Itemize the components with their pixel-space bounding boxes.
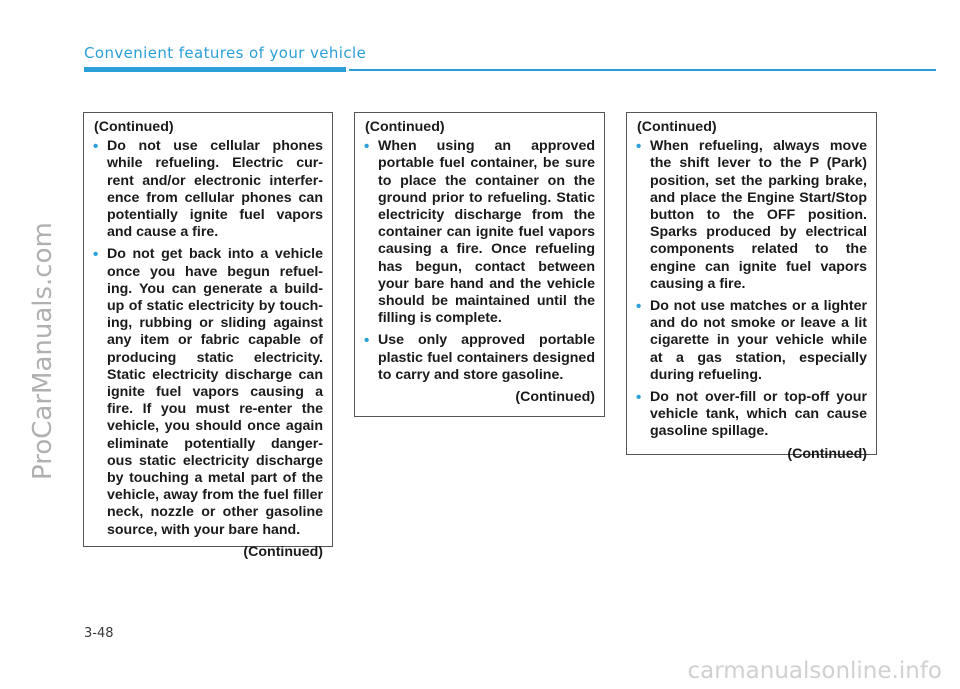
bullet-dot-icon: • [636,389,642,407]
warning-box-1 [83,112,333,560]
bullet-text: Do not over-fill or top-off your vehicle tank, which can cause gasoline spillage. [650,389,867,440]
bullet-text: Use only approved portable plastic fuel containers designed to carry and store gasoline. [378,332,595,383]
bullet-dot-icon: • [93,138,99,156]
bullet-text: When using an approved portable fuel container, be sure to place the container on the ground prior to refueling. Static electricity discharge from the container can ignite fuel vapors causing a fire. Once refueling has begun, contact between your bare hand and the vehicle should be maintained until the filling is complete. [378,138,595,327]
continued-label-bottom: (Continued) [787,445,867,462]
bullet-list [364,138,595,384]
warning-box-2 [354,112,605,417]
continued-label-bottom: (Continued) [515,389,595,406]
side-watermark-text: ProCarManuals.com [28,222,58,480]
bullet-item [93,138,323,241]
bullet-dot-icon: • [364,138,370,156]
section-title: Convenient features of your vehicle [84,44,367,62]
bullet-text: When refueling, always move the shift lever to the P (Park) position, set the parking brake, and place the Engine Start/Stop button to the OFF position. Sparks produced by electrical components related to the engine can ignite fuel vapors causing a fire. [650,138,867,292]
bottom-watermark: carmanualsonline.info [687,658,942,684]
bullet-item [636,138,867,293]
bullet-dot-icon: • [93,246,99,264]
page-number: 3-48 [84,626,114,641]
bullet-item [364,138,595,327]
continued-label-top: (Continued) [94,119,174,135]
page-header [84,44,936,74]
continued-label-top: (Continued) [637,119,717,135]
bullet-text: Do not get back into a vehicle once you have begun refuel-ing. You can generate a build-up of static electricity by touch-ing, rubbing or sliding against any item or fabric capable of producing static electricity. Static electricity discharge can ignite fuel vapors causing a fire. If you must re-enter the vehicle, you should once again eliminate potentially danger-ous static electricity discharge by touching a metal part of the vehicle, away from the fuel filler neck, nozzle or other gasoline source, with your bare hand. [107,246,323,538]
bullet-item [93,246,323,538]
continued-label-top: (Continued) [365,119,445,135]
bullet-text: Do not use cellular phones while refueling. Electric cur-rent and/or electronic interfer-ence from cellular phones can potentially ignite fuel vapors and cause a fire. [107,138,323,241]
bullet-item [364,332,595,384]
bullet-text: Do not use matches or a lighter and do not smoke or leave a lit cigarette in your vehicle while at a gas station, especially during refueling. [650,298,867,383]
warning-box-3 [626,112,877,462]
bullet-list [93,138,323,539]
header-accent-bar [84,67,346,72]
bullet-dot-icon: • [636,138,642,156]
side-watermark [28,222,58,490]
bullet-dot-icon: • [364,332,370,350]
bullet-item [636,389,867,441]
continued-label-bottom: (Continued) [243,543,323,560]
bullet-dot-icon: • [636,298,642,316]
bullet-list [636,138,867,440]
bullet-item [636,298,867,384]
header-rule [349,69,936,71]
